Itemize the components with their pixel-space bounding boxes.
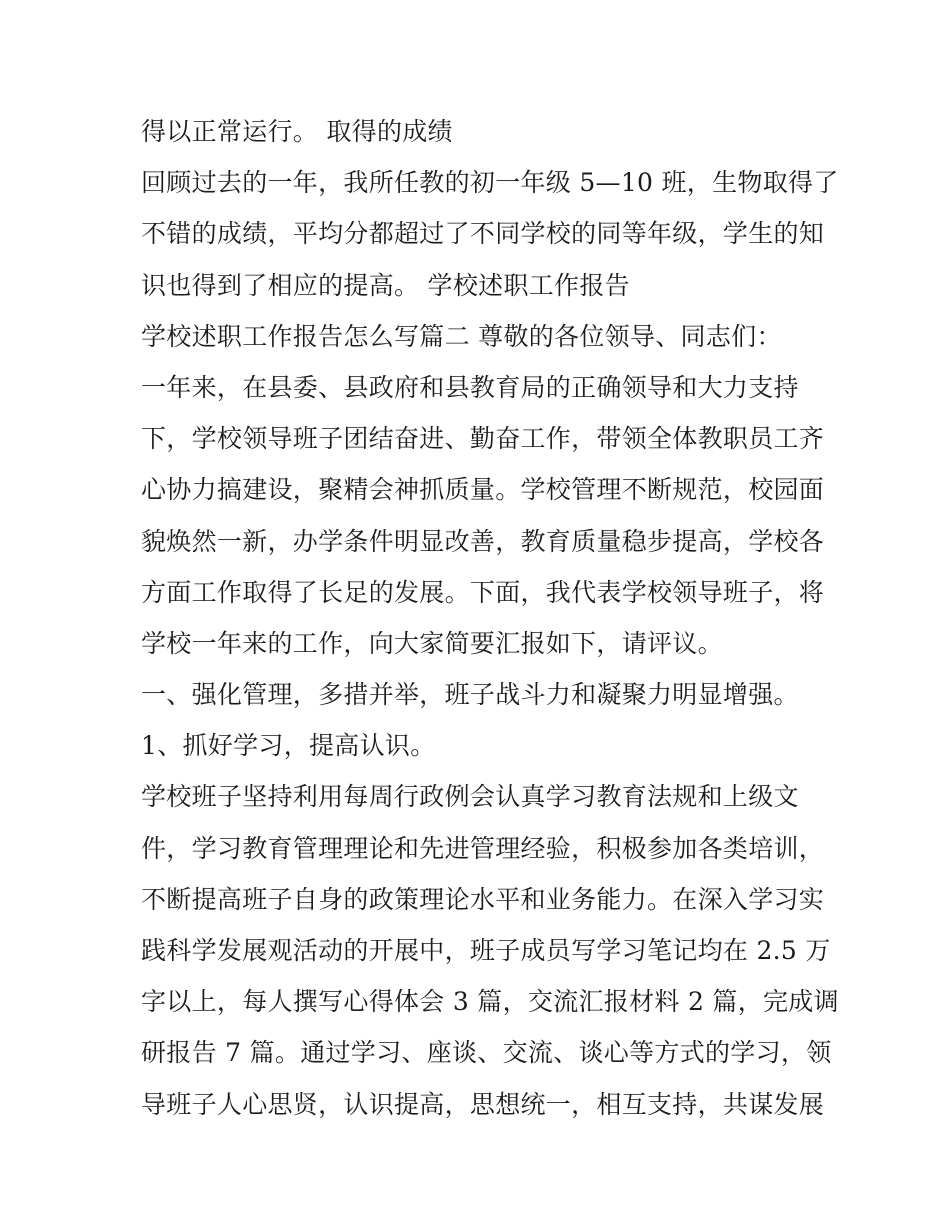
text-line: 回顾过去的一年，我所任教的初一年级 5—10 班，生物取得了 [141,168,839,198]
section-heading: 一、强化管理，多措并举，班子战斗力和凝聚力明显增强。 [141,680,799,710]
text-line: 导班子人心思贤，认识提高，思想统一，相互支持，共谋发展 [141,1089,825,1119]
text-line: 方面工作取得了长足的发展。下面，我代表学校领导班子，将 [141,577,825,607]
text-line: 貌焕然一新，办学条件明显改善，教育质量稳步提高，学校各 [141,526,825,556]
text-line: 字以上，每人撰写心得体会 3 篇，交流汇报材料 2 篇，完成调 [141,987,839,1017]
subsection-heading: 1、抓好学习，提高认识。 [141,731,436,761]
text-line: 心协力搞建设，聚精会神抓质量。学校管理不断规范，校园面 [141,475,825,505]
text-line: 得以正常运行。 取得的成绩 [141,117,453,146]
text-line: 不错的成绩，平均分都超过了不同学校的同等年级，学生的知 [141,219,825,249]
text-line: 下，学校领导班子团结奋进、勤奋工作，带领全体教职员工齐 [141,424,825,454]
text-line: 学校班子坚持利用每周行政例会认真学习教育法规和上级文 [141,782,799,812]
text-line: 一年来，在县委、县政府和县教育局的正确领导和大力支持 [141,372,799,402]
text-line: 件，学习教育管理理论和先进管理经验，积极参加各类培训， [141,833,825,863]
text-line: 研报告 7 篇。通过学习、座谈、交流、谈心等方式的学习，领 [141,1038,832,1068]
text-line: 学校一年来的工作，向大家简要汇报如下，请评议。 [141,628,723,658]
text-line: 识也得到了相应的提高。 学校述职工作报告 [141,270,630,300]
body-text [141,106,839,1130]
text-line: 践科学发展观活动的开展中，班子成员写学习笔记均在 2.5 万 [141,936,831,965]
text-line: 不断提高班子自身的政策理论水平和业务能力。在深入学习实 [141,884,825,914]
text-line: 学校述职工作报告怎么写篇二 尊敬的各位领导、同志们： [141,321,782,351]
